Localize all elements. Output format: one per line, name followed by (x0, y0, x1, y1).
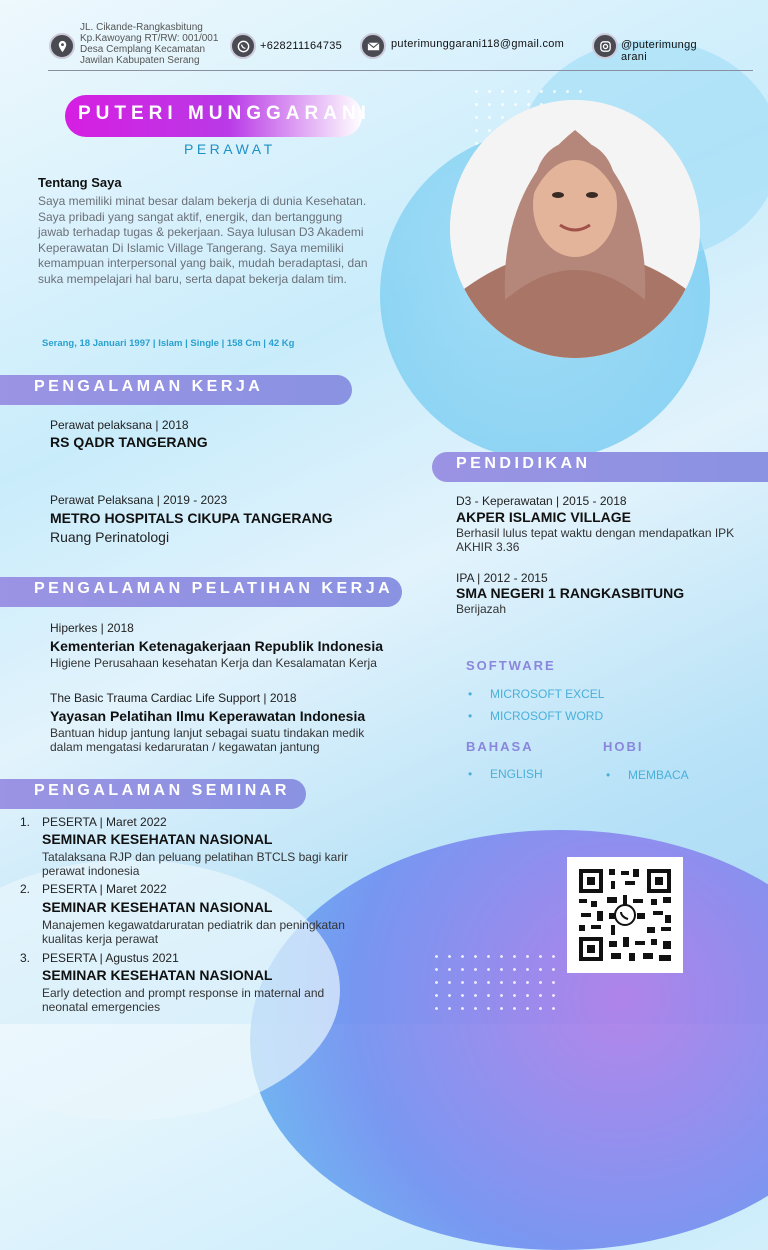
email-address[interactable]: puterimunggarani118@gmail.com (391, 38, 565, 50)
education-school: SMA NEGERI 1 RANGKASBITUNG (456, 585, 685, 601)
training-meta: The Basic Trauma Cardiac Life Support | 2018 (50, 691, 297, 705)
seminar-desc: Early detection and prompt response in maternal and neonatal emergencies (42, 986, 325, 1014)
language-item: • ENGLISH (490, 767, 543, 781)
hobby-title: HOBI (603, 739, 644, 754)
about-text: Saya memiliki minat besar dalam bekerja di dunia Kesehatan. Saya pribadi yang sangat aktif, energik, dan bertanggung jawab terhadap tugas & pekerjaan. Saya lulusan D3 Akademi Keperawatan Di Islamic Village Tangerang. Saya memiliki kemampuan interpersonal yang baik, mudah beradaptasi, dan suka mempelajari hal baru, serta dapat bekerja dalam tim. (38, 194, 368, 286)
seminar-desc: Manajemen kegawatdaruratan pediatrik dan peningkatan kualitas kerja perawat (42, 918, 345, 946)
section-education-title: PENDIDIKAN (432, 452, 768, 482)
bg-dots-bottom (430, 950, 560, 1020)
mail-icon (360, 33, 386, 59)
hobby-item: • MEMBACA (628, 768, 689, 782)
seminar-title: SEMINAR KESEHATAN NASIONAL (42, 831, 273, 847)
education-desc: Berijazah (456, 602, 507, 616)
training-desc: Higiene Perusahaan kesehatan Kerja dan Kesalamatan Kerja (50, 656, 377, 670)
seminar-title: SEMINAR KESEHATAN NASIONAL (42, 899, 273, 915)
profile-photo (450, 100, 700, 358)
seminar-number: 3. (20, 951, 31, 965)
phone-number[interactable]: +628211164735 (260, 40, 343, 52)
work-meta: Perawat Pelaksana | 2019 - 2023 (50, 493, 228, 507)
qr-code[interactable] (567, 857, 683, 973)
software-item: • MICROSOFT EXCEL (490, 687, 604, 701)
location-icon (49, 33, 75, 59)
language-title: BAHASA (466, 739, 534, 754)
training-desc: Bantuan hidup jantung lanjut sebagai suatu tindakan medik dalam mengatasi kedaruratan / kegawatan jantung (50, 726, 365, 754)
seminar-meta: PESERTA | Maret 2022 (42, 882, 167, 896)
education-desc: Berhasil lulus tepat waktu dengan mendapatkan IPK AKHIR 3.36 (456, 526, 735, 554)
work-org: RS QADR TANGERANG (50, 434, 208, 450)
instagram-handle[interactable]: @puterimungg arani (621, 39, 697, 63)
whatsapp-icon (230, 33, 256, 59)
header-divider (48, 70, 753, 71)
section-work-title: PENGALAMAN KERJA (0, 375, 352, 405)
address: JL. Cikande-Rangkasbitung Kp.Kawoyang RT/RW: 001/001 Desa Cemplang Kecamatan Jawilan Kabupaten Serang (80, 22, 219, 66)
person-role: PERAWAT (184, 141, 276, 157)
training-org: Yayasan Pelatihan Ilmu Keperawatan Indonesia (50, 708, 366, 724)
section-seminar-title: PENGALAMAN SEMINAR (0, 779, 306, 809)
education-meta: IPA | 2012 - 2015 (456, 571, 548, 585)
training-meta: Hiperkes | 2018 (50, 621, 134, 635)
personal-info: Serang, 18 Januari 1997 | Islam | Single | 158 Cm | 42 Kg (42, 338, 295, 349)
seminar-title: SEMINAR KESEHATAN NASIONAL (42, 967, 273, 983)
bg-blob-bottom (250, 830, 768, 1250)
person-name: PUTERI MUNGGARANI (78, 103, 371, 124)
education-school: AKPER ISLAMIC VILLAGE (456, 509, 632, 525)
work-org: METRO HOSPITALS CIKUPA TANGERANG (50, 510, 333, 526)
software-title: SOFTWARE (466, 658, 556, 673)
seminar-number: 1. (20, 815, 31, 829)
about-title: Tentang Saya (38, 175, 122, 190)
seminar-desc: Tatalaksana RJP dan peluang pelatihan BTCLS bagi karir perawat indonesia (42, 850, 348, 878)
work-unit: Ruang Perinatologi (50, 529, 170, 545)
seminar-number: 2. (20, 882, 31, 896)
seminar-meta: PESERTA | Agustus 2021 (42, 951, 179, 965)
seminar-meta: PESERTA | Maret 2022 (42, 815, 167, 829)
training-org: Kementerian Ketenagakerjaan Republik Indonesia (50, 638, 383, 654)
work-meta: Perawat pelaksana | 2018 (50, 418, 189, 432)
education-meta: D3 - Keperawatan | 2015 - 2018 (456, 494, 627, 508)
section-training-title: PENGALAMAN PELATIHAN KERJA (0, 577, 402, 607)
software-item: • MICROSOFT WORD (490, 709, 603, 723)
instagram-icon (592, 33, 618, 59)
